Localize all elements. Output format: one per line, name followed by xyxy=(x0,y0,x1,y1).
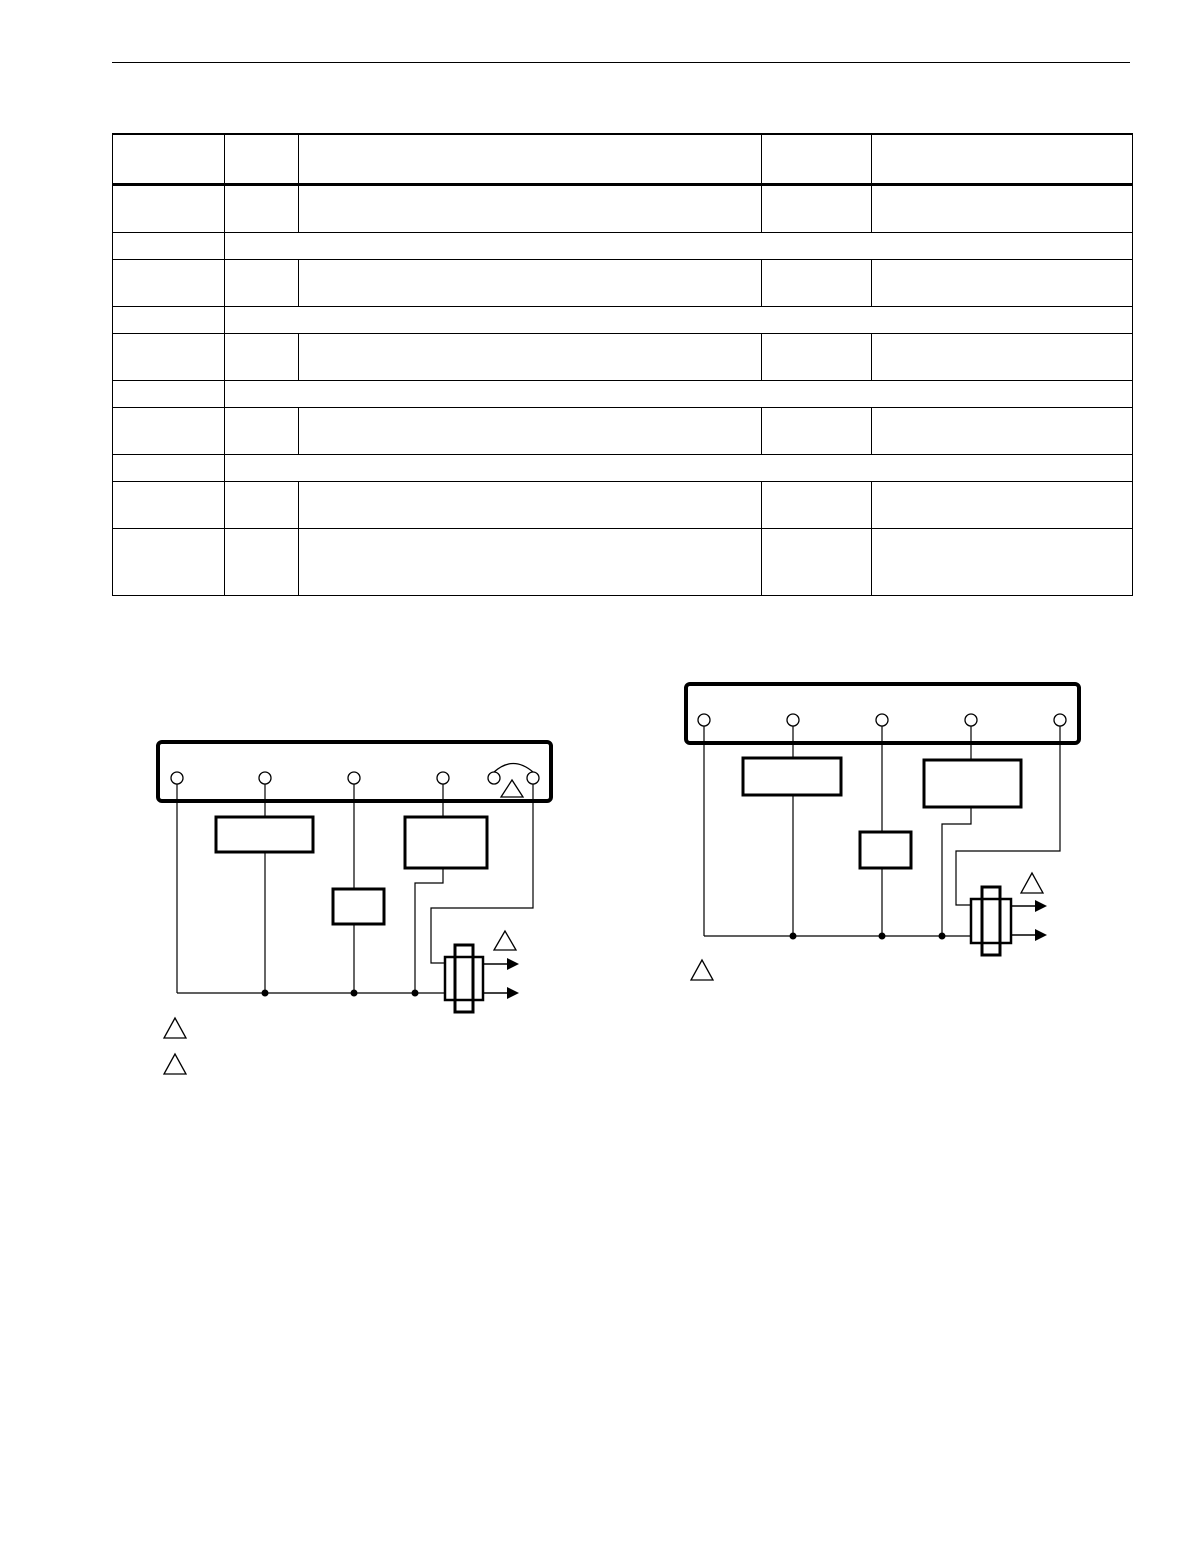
table-cell xyxy=(762,408,872,455)
terminal xyxy=(171,772,183,784)
table-section-cell xyxy=(225,233,1133,260)
table-header-row xyxy=(113,134,1133,185)
terminal xyxy=(488,772,500,784)
note-marker-icon xyxy=(501,780,523,797)
table-cell xyxy=(113,482,225,529)
junction-dot xyxy=(351,990,358,997)
arrow-icon xyxy=(507,987,519,999)
table-cell xyxy=(762,185,872,233)
component-box xyxy=(216,817,313,852)
header-rule xyxy=(112,62,1130,63)
table-cell xyxy=(225,185,299,233)
table-section-row xyxy=(113,455,1133,482)
terminal xyxy=(259,772,271,784)
table-header-cell xyxy=(872,134,1133,185)
table-cell xyxy=(113,408,225,455)
table-cell xyxy=(872,408,1133,455)
relay-coil xyxy=(455,945,473,1012)
table-cell xyxy=(225,482,299,529)
table-header-cell xyxy=(762,134,872,185)
note-marker-icon xyxy=(1021,873,1043,893)
table-cell xyxy=(872,482,1133,529)
terminal xyxy=(787,714,799,726)
table-cell xyxy=(225,408,299,455)
table-cell xyxy=(762,260,872,307)
table-cell xyxy=(872,185,1133,233)
junction-dot xyxy=(879,933,886,940)
junction-dot xyxy=(939,933,946,940)
table-row xyxy=(113,334,1133,381)
table-cell xyxy=(762,529,872,596)
terminal xyxy=(437,772,449,784)
table-section-row xyxy=(113,307,1133,334)
table-section-cell xyxy=(225,455,1133,482)
table-row xyxy=(113,185,1133,233)
table-cell xyxy=(299,482,762,529)
table-cell xyxy=(113,334,225,381)
note-marker-icon xyxy=(164,1018,186,1038)
component-box xyxy=(743,758,841,795)
table-cell xyxy=(113,260,225,307)
table-cell xyxy=(872,334,1133,381)
table-cell xyxy=(872,260,1133,307)
component-box xyxy=(924,760,1021,807)
table-header-cell xyxy=(113,134,225,185)
junction-dot xyxy=(412,990,419,997)
table-cell xyxy=(225,529,299,596)
table-cell xyxy=(299,529,762,596)
junction-dot xyxy=(790,933,797,940)
table-cell xyxy=(113,455,225,482)
terminal xyxy=(527,772,539,784)
table-row xyxy=(113,482,1133,529)
relay-coil xyxy=(982,887,1000,955)
note-marker-icon xyxy=(164,1054,186,1074)
arrow-icon xyxy=(1035,929,1047,941)
table-section-cell xyxy=(225,381,1133,408)
terminal xyxy=(876,714,888,726)
component-box xyxy=(860,832,911,868)
table-header-cell xyxy=(299,134,762,185)
arrow-icon xyxy=(1035,900,1047,912)
table-cell xyxy=(299,408,762,455)
table-cell xyxy=(113,307,225,334)
terminal xyxy=(965,714,977,726)
component-box xyxy=(333,889,384,924)
wiring-diagram-right xyxy=(680,677,1100,987)
table-cell xyxy=(113,233,225,260)
relay-body xyxy=(971,899,1011,943)
table-cell xyxy=(299,334,762,381)
table-cell xyxy=(225,334,299,381)
table-cell xyxy=(113,185,225,233)
arrow-icon xyxy=(507,958,519,970)
jumper-arc xyxy=(494,764,533,773)
table-section-row xyxy=(113,233,1133,260)
junction-dot xyxy=(262,990,269,997)
terminal xyxy=(698,714,710,726)
table-header-cell xyxy=(225,134,299,185)
spec-table xyxy=(112,133,1133,596)
note-marker-icon xyxy=(691,960,713,980)
table-cell xyxy=(299,260,762,307)
table-cell xyxy=(762,334,872,381)
table-row xyxy=(113,408,1133,455)
table-section-row xyxy=(113,381,1133,408)
table-section-cell xyxy=(225,307,1133,334)
table-cell xyxy=(113,381,225,408)
wiring-diagram-left xyxy=(150,735,570,1080)
table-cell xyxy=(872,529,1133,596)
table-row xyxy=(113,529,1133,596)
table-cell xyxy=(299,185,762,233)
table-cell xyxy=(762,482,872,529)
relay-body xyxy=(445,957,483,1000)
terminal xyxy=(348,772,360,784)
component-box xyxy=(405,817,487,868)
note-marker-icon xyxy=(494,931,516,950)
table-cell xyxy=(225,260,299,307)
terminal xyxy=(1054,714,1066,726)
table-row xyxy=(113,260,1133,307)
table-cell xyxy=(113,529,225,596)
